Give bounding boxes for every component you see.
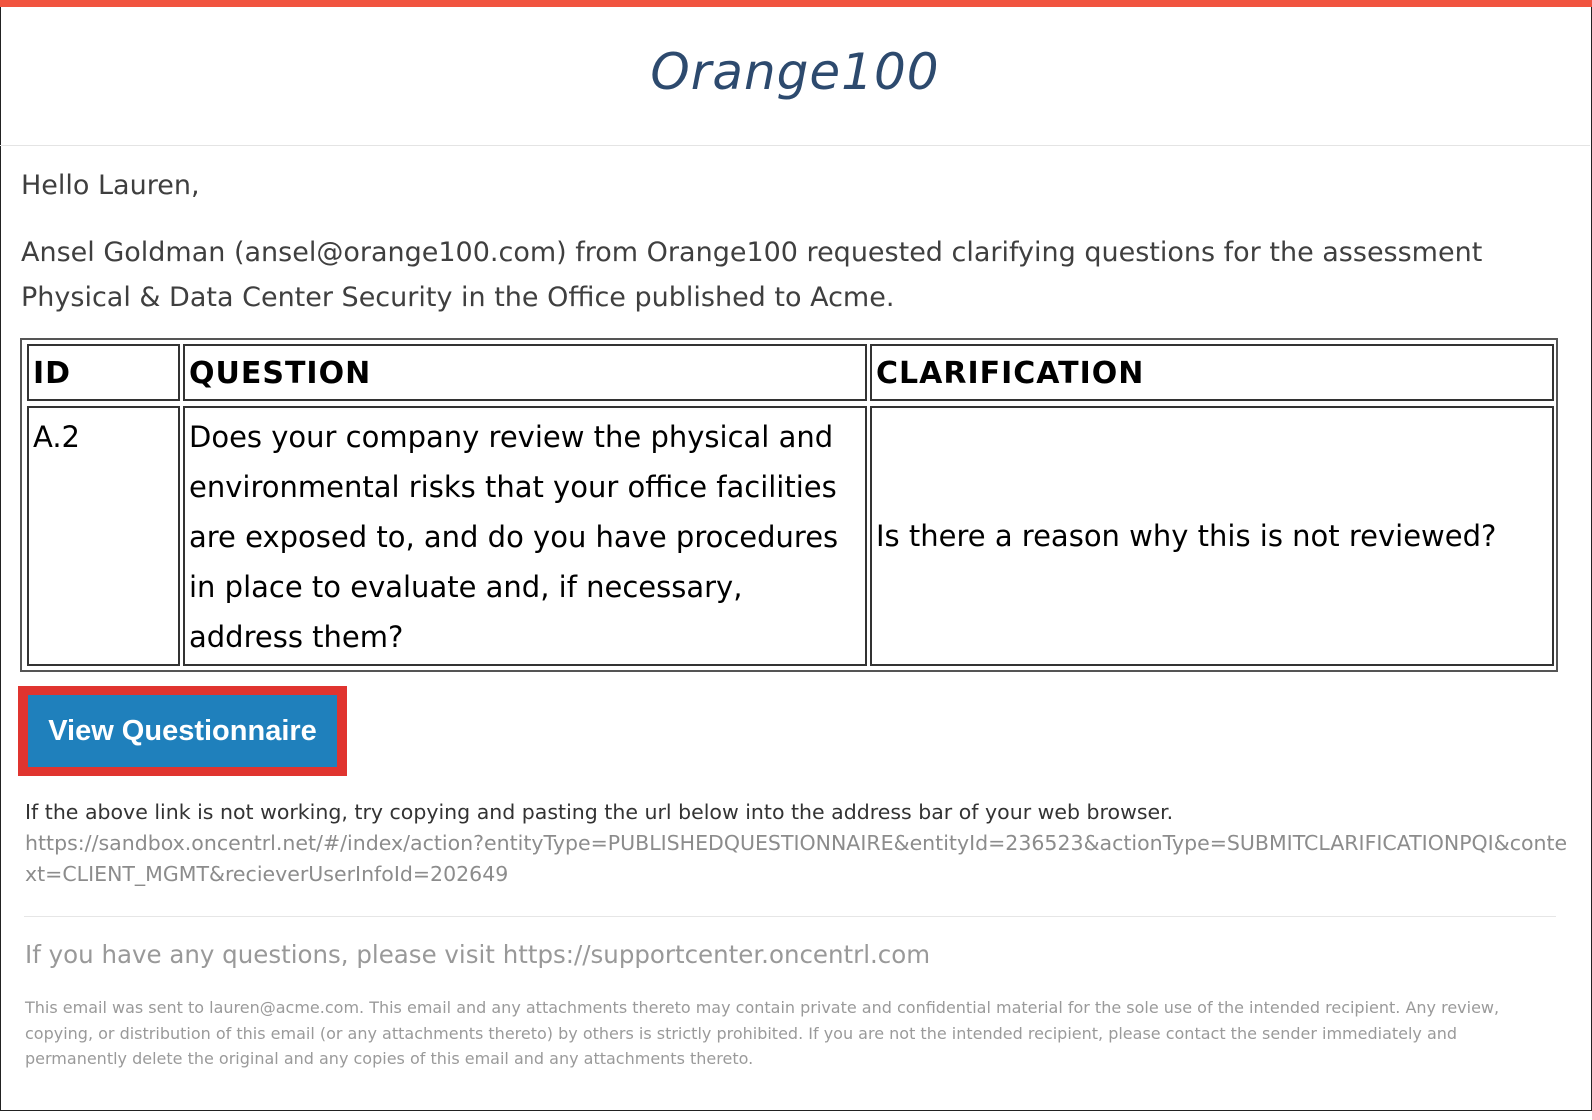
header-question: QUESTION (183, 344, 867, 401)
header-clarification: CLARIFICATION (870, 344, 1554, 401)
divider (24, 916, 1556, 917)
row-question-cell: Does your company review the physical and environmental risks that your office facilities are exposed to, and do you have procedures in place to evaluate and, if necessary, address them? (183, 406, 867, 666)
support-text: If you have any questions, please visit https://supportcenter.oncentrl.com (25, 940, 931, 969)
email-header (0, 7, 1590, 146)
top-accent-bar (0, 0, 1592, 7)
row-id-cell: A.2 (27, 406, 180, 666)
clarification-text: Is there a reason why this is not reviewed? (876, 519, 1497, 553)
greeting: Hello Lauren, (21, 170, 200, 201)
fallback-url-link[interactable]: https://sandbox.oncentrl.net/#/index/action?entityType=PUBLISHEDQUESTIONNAIRE&entityId=236523&actionType=SUBMITCLARIFICATIONPQI&context=CLIENT_MGMT&recieverUserInfoId=202649 (25, 831, 1568, 886)
clarification-table (20, 338, 1558, 672)
row-clarification-cell (870, 406, 1554, 666)
view-questionnaire-button[interactable]: View Questionnaire (28, 695, 337, 767)
header-id: ID (27, 344, 180, 401)
legal-disclaimer: This email was sent to lauren@acme.com. This email and any attachments thereto may contain private and confidential material for the sole use of the intended recipient. Any review, copying, or distribution of this email (or any attachments thereto) by others is strictly prohibited. If you are not the intended recipient, please contact the sender immediately and permanently delete the original and any copies of this email and any attachments thereto. (25, 998, 1500, 1068)
intro-message: Ansel Goldman (ansel@orange100.com) from Orange100 requested clarifying questions for the assessment Physical & Data Center Security in the Office published to Acme. (21, 237, 1483, 313)
brand-logo-text: Orange100 (650, 43, 940, 101)
button-highlight-box (18, 686, 347, 776)
fallback-note: If the above link is not working, try copying and pasting the url below into the address bar of your web browser. (25, 800, 1174, 824)
